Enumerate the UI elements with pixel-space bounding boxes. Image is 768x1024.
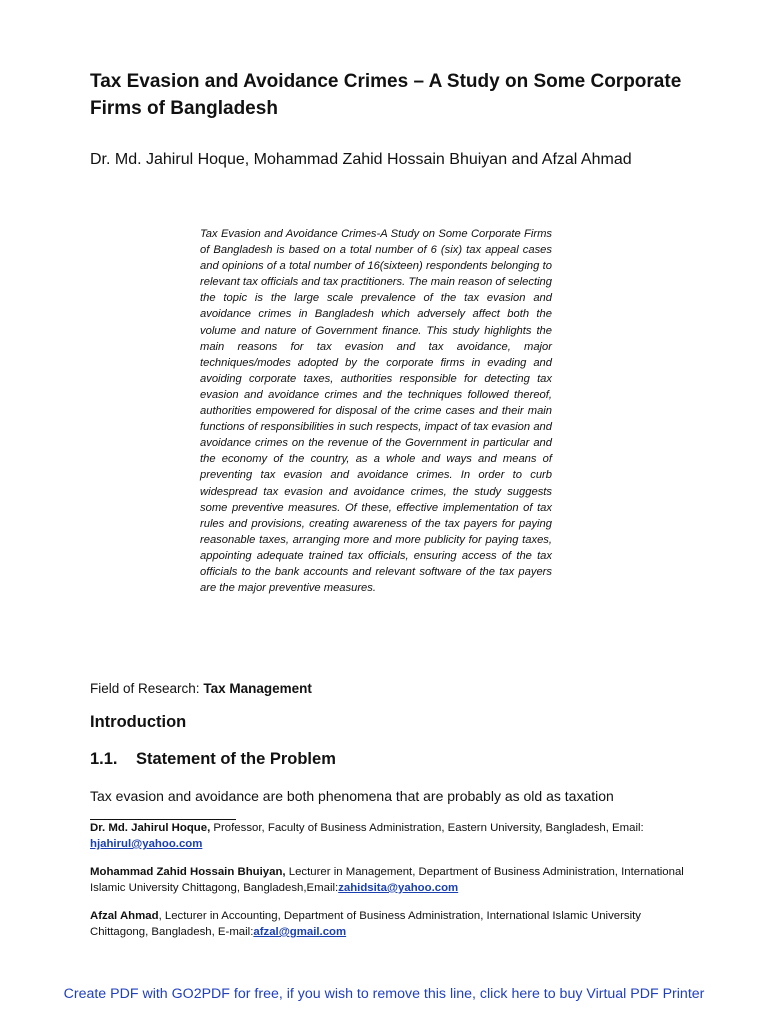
footnote-affiliation: Professor, Faculty of Business Administration, Eastern University, Bangladesh, Email: bbox=[210, 822, 644, 834]
footnote-1 bbox=[90, 820, 690, 852]
abstract: Tax Evasion and Avoidance Crimes-A Study on Some Corporate Firms of Bangladesh is based on a total number of 6 (six) tax appeal cases and opinions of a total number of 16(sixteen) respondents belonging to relevant tax officials and tax practitioners. The main reason of selecting the topic is the large scale prevalence of the tax evasion and avoidance crimes in Bangladesh which adversely affect both the volume and nature of Government finance. This study highlights the main reasons for tax evasion and tax avoidance, major techniques/modes adopted by the corporate firms in evading and avoiding corporate taxes, authorities responsible for detecting tax evasion and avoidance crimes and the techniques followed thereof, authorities empowered for disposal of the crime cases and their main functions of responsibilities in such respects, impact of tax evasion and avoidance crimes on the revenue of the Government in particular and the economy of the country, as a whole and ways and means of preventing tax evasion and avoidance crimes. In order to curb widespread tax evasion and avoidance crimes, the study suggests some preventive measures. Of these, effective implementation of tax rules and provisions, creating awareness of the tax payers for paying reasonable taxes, arranging more and more publicity for paying taxes, appointing adequate trained tax officials, ensuring access of the tax officials to the bank accounts and relevant software of the tax payers are the major preventive measures. bbox=[200, 228, 552, 595]
body-text: Tax evasion and avoidance are both phenomena that are probably as old as taxation bbox=[90, 788, 614, 804]
paper-title: Tax Evasion and Avoidance Crimes – A Study on Some Corporate Firms of Bangladesh bbox=[90, 71, 682, 119]
footnote-email-link[interactable]: hjahirul@yahoo.com bbox=[90, 838, 203, 850]
section-heading bbox=[90, 748, 336, 770]
paper-authors: Dr. Md. Jahirul Hoque, Mohammad Zahid Hossain Bhuiyan and Afzal Ahmad bbox=[90, 151, 632, 168]
footnote-affiliation: , Lecturer in Accounting, Department of Business Administration, International Islamic University Chittagong, Bangladesh, E-mail: bbox=[90, 910, 641, 938]
footnote-email-link[interactable]: zahidsita@yahoo.com bbox=[338, 882, 459, 894]
footnote-author-name: Dr. Md. Jahirul Hoque, bbox=[90, 822, 211, 834]
footnote-email-link[interactable]: afzal@gmail.com bbox=[253, 926, 347, 938]
footnote-3 bbox=[90, 908, 690, 940]
section-number: 1.1. bbox=[90, 750, 118, 768]
section-title: Statement of the Problem bbox=[136, 750, 336, 768]
footnote-author-name: Afzal Ahmad bbox=[90, 910, 159, 922]
footnote-2 bbox=[90, 864, 690, 896]
go2pdf-banner-link[interactable]: Create PDF with GO2PDF for free, if you wish to remove this line, click here to buy Virtual PDF Printer bbox=[63, 986, 705, 1002]
footnote-affiliation: Lecturer in Management, Department of Business Administration, International Islamic University Chittagong, Bangladesh,Email: bbox=[90, 866, 684, 894]
field-of-research bbox=[90, 680, 690, 698]
introduction-heading: Introduction bbox=[90, 713, 187, 731]
field-label: Field of Research: bbox=[90, 681, 200, 696]
field-value: Tax Management bbox=[203, 681, 312, 696]
footnote-author-name: Mohammad Zahid Hossain Bhuiyan, bbox=[90, 866, 286, 878]
